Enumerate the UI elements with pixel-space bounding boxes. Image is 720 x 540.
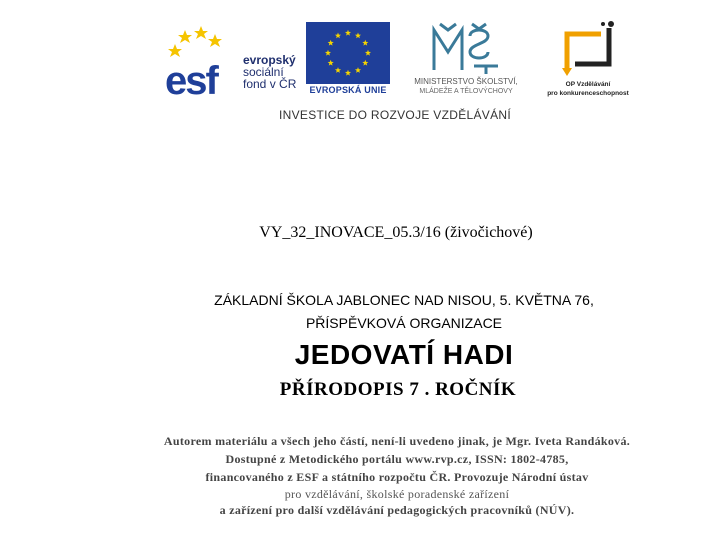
msmt-name: MINISTERSTVO ŠKOLSTVÍ,: [414, 77, 518, 86]
msmt-logo: [393, 22, 539, 100]
op-emblem-icon: [559, 20, 617, 78]
esf-emblem-icon: [163, 22, 241, 98]
credit-line-1: Autorem materiálu a všech jeho částí, není-li uvedeno jinak, je Mgr. Iveta Randáková.: [163, 434, 631, 448]
svg-text:esf: esf: [165, 59, 217, 98]
credit-line-5: a zařízení pro další vzdělávání pedagogických pracovníků (NÚV).: [219, 503, 575, 517]
msmt-emblem-icon: [430, 22, 500, 74]
op-line-1: OP Vzdělávání: [565, 81, 611, 88]
msmt-subtitle: MLÁDEŽE A TĚLOVÝCHOVY: [419, 88, 513, 95]
op-line-2: pro konkurenceschopnost: [547, 90, 629, 97]
eu-logo: [306, 22, 390, 100]
eu-flag-icon: [306, 22, 390, 84]
subject-grade: PŘÍRODOPIS 7 . ROČNÍK: [279, 379, 517, 400]
page-title: JEDOVATÍ HADI: [294, 339, 514, 370]
document-code: VY_32_INOVACE_05.3/16 (živočichové): [259, 224, 533, 241]
school-name-line-2: PŘÍSPĚVKOVÁ ORGANIZACE: [305, 315, 503, 331]
credit-line-2: Dostupné z Metodického portálu www.rvp.cz, ISSN: 1802-4785,: [225, 452, 569, 466]
school-name-line-1: ZÁKLADNÍ ŠKOLA JABLONEC NAD NISOU, 5. KVĚTNA 76,: [214, 292, 594, 308]
credit-line-3: financovaného z ESF a státního rozpočtu ČR. Provozuje Národní ústav: [205, 470, 589, 484]
tagline: INVESTICE DO ROZVOJE VZDĚLÁVÁNÍ: [278, 108, 511, 122]
credit-line-4: pro vzdělávání, školské poradenské zařízení: [284, 487, 510, 501]
esf-text: [243, 54, 296, 90]
op-label: [540, 80, 636, 98]
esf-line-1: evropský: [243, 53, 296, 67]
esf-line-3: fond v ČR: [243, 77, 297, 91]
esf-line-2: sociální: [243, 65, 284, 79]
eu-label: EVROPSKÁ UNIE: [309, 85, 387, 95]
op-logo: [540, 20, 636, 100]
esf-logo: [163, 22, 303, 98]
